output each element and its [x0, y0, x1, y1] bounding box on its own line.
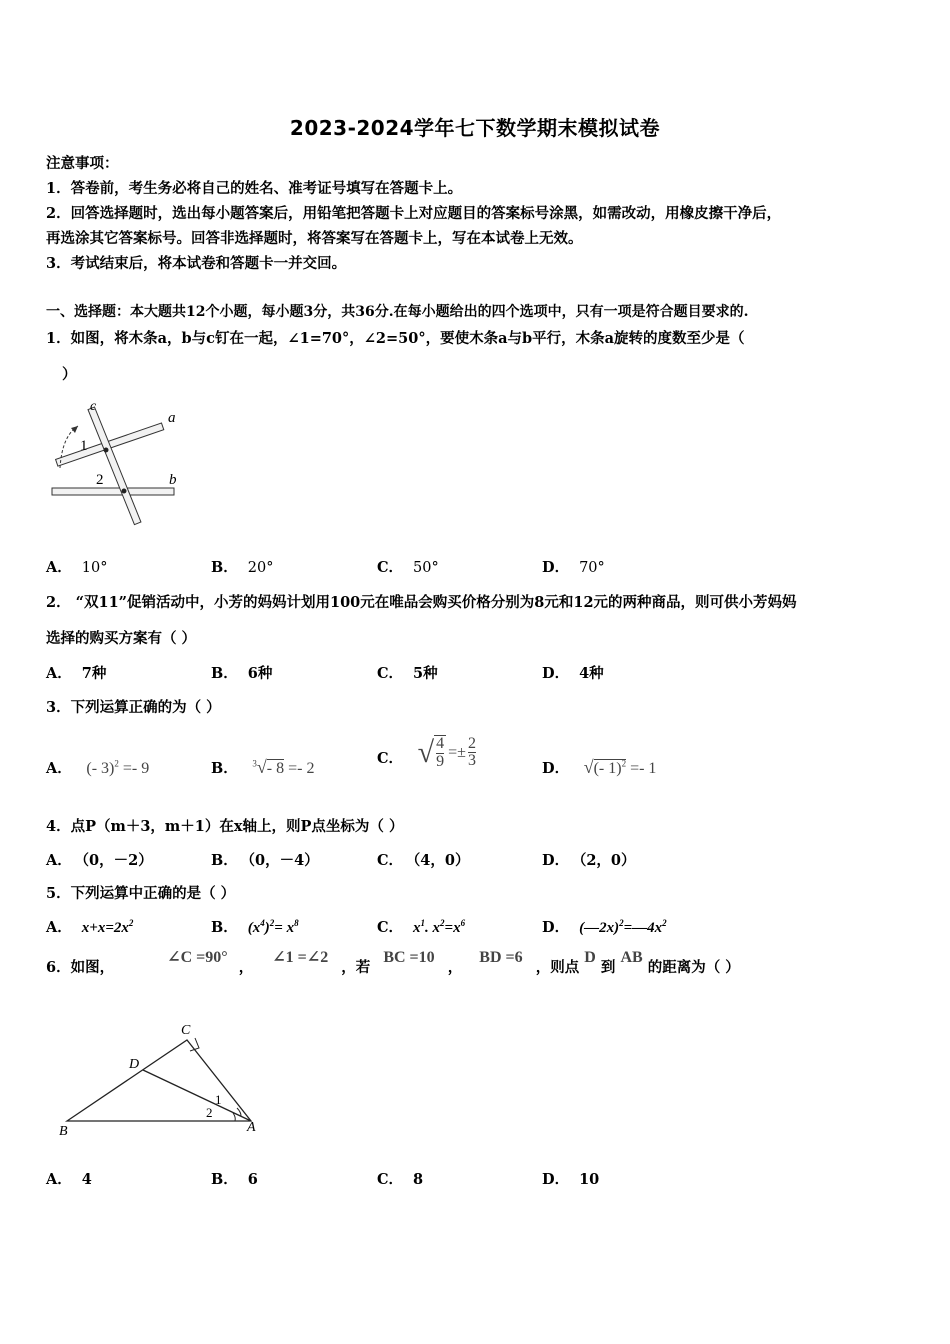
q5-text: 5．下列运算中正确的是（ ）: [46, 885, 236, 902]
q6-bisector-ad: [143, 1070, 251, 1121]
q6-text: 6．如图， ∠C =90° ， ∠1 =∠2 ，若 BC =10 ， BD =6 ，则点 D 到 AB 的距离为（ ）: [46, 949, 740, 976]
q1-strip-c: [88, 407, 141, 525]
q1-label-b: b: [169, 472, 177, 488]
q1-option-d: D． 70°: [542, 559, 605, 576]
q6-triangle: [67, 1040, 251, 1121]
q1-strip-b: [52, 488, 174, 495]
q2-option-a: A． 7种: [46, 665, 107, 682]
section-1-header: 一、选择题：本大题共12个小题，每小题3分，共36分.在每小题给出的四个选项中，只有一项是符合题目要求的.: [46, 304, 749, 320]
q4-text: 4．点P（m＋3，m＋1）在x轴上，则P点坐标为（ ）: [46, 818, 404, 835]
q2-option-c: C． 5种: [377, 665, 438, 682]
q2-option-d: D． 4种: [542, 665, 604, 682]
q1-angle-2-label: 2: [96, 472, 104, 488]
q5-option-a: A． $x+x=2x^2$: [46, 918, 134, 936]
q4-option-b: B． （0，－4）: [211, 852, 319, 869]
q6-option-d: D． 10: [542, 1171, 600, 1188]
q2-text-line1: 2． “双11”促销活动中，小芳的妈妈计划用100元在唯品会购买价格分别为8元和12元的两种商品，则可供小芳妈妈: [46, 594, 797, 611]
q5-option-d: D． $(—2x)^2=—4x^2$: [542, 918, 667, 936]
q3-option-b: B． $^3$√- 8 =- 2: [211, 757, 315, 777]
page-title: 2023-2024学年七下数学期末模拟试卷: [289, 116, 661, 140]
q4-option-c: C． （4，0）: [377, 852, 470, 869]
q6-option-a: A． 4: [46, 1171, 92, 1188]
notice-item-3: 3．考试结束后，将本试卷和答题卡一并交回。: [46, 255, 347, 272]
q5-option-b: B． $(x^4)^2= x^8$: [211, 918, 299, 936]
q3-option-d: D． √(- 1)$^2$ =- 1: [542, 757, 657, 777]
q6-label-b: B: [59, 1124, 68, 1139]
q5-option-c: C． $x^1$. $x^2=x^6$: [377, 918, 466, 936]
q1-option-b: B． 20°: [211, 559, 274, 576]
q6-label-a: A: [247, 1120, 256, 1135]
q1-text: 1．如图，将木条a，b与c钉在一起，∠1=70°，∠2=50°，要使木条a与b平行，木条a旋转的度数至少是（: [46, 330, 745, 347]
q6-option-b: B． 6: [211, 1171, 258, 1188]
q6-angle-1-label: 1: [215, 1092, 222, 1107]
notice-item-2-cont: 再选涂其它答案标号。回答非选择题时，将答案写在答题卡上，写在本试卷上无效。: [46, 230, 583, 247]
q6-option-c: C． 8: [377, 1171, 424, 1188]
notice-heading: 注意事项：: [46, 155, 119, 172]
q1-figure: [42, 398, 192, 533]
q1-label-a: a: [168, 410, 176, 426]
q1-close-paren: ）: [62, 366, 77, 383]
notice-item-2: 2．回答选择题时，选出每小题答案后，用铅笔把答题卡上对应题目的答案标号涂黑，如需改动，用橡皮擦干净后，: [46, 205, 782, 222]
q1-label-c: c: [90, 399, 97, 414]
q6-label-c: C: [181, 1023, 191, 1038]
q3-option-a: A． (- 3)$^2$ =- 9: [46, 758, 150, 777]
q3-text: 3．下列运算正确的为（ ）: [46, 699, 221, 716]
q6-triangle-figure: [55, 1018, 270, 1143]
q2-text-line2: 选择的购买方案有（ ）: [46, 630, 197, 647]
q3-option-c: C． √ $\frac{4}{9}$ =± $\frac{2}{3}$: [377, 734, 476, 770]
q4-option-d: D． （2，0）: [542, 852, 636, 869]
q6-label-d: D: [129, 1057, 140, 1072]
q6-angle-2-label: 2: [206, 1105, 213, 1120]
q1-option-a: A． 10°: [46, 559, 108, 576]
q2-option-b: B． 6种: [211, 665, 273, 682]
q1-angle-1-label: 1: [80, 438, 88, 454]
q1-option-c: C． 50°: [377, 559, 439, 576]
notice-item-1: 1．答卷前，考生务必将自己的姓名、准考证号填写在答题卡上。: [46, 180, 463, 197]
q4-option-a: A． （0，－2）: [46, 852, 153, 869]
